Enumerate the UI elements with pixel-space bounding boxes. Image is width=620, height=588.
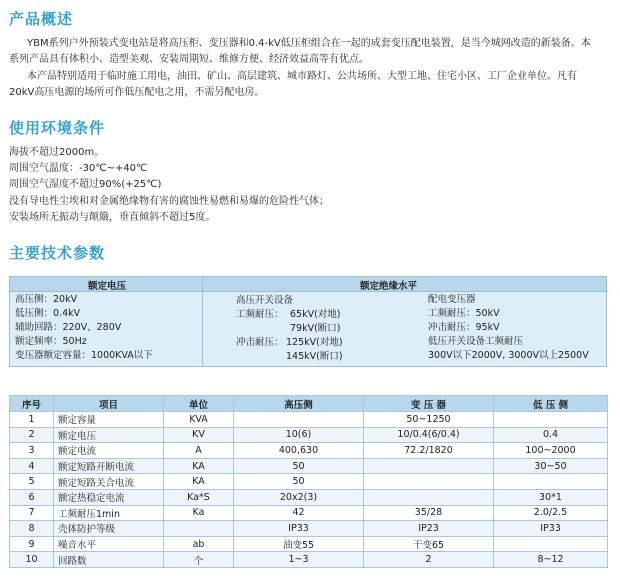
env-item: 安装场所无振动与颠簸，垂直倾斜不超过5度。: [9, 212, 216, 223]
table-row: [10, 443, 608, 459]
cell-lv: IP33: [494, 521, 608, 537]
cell-transformer: [364, 458, 494, 474]
rated-values-box: [9, 276, 607, 367]
env-item: 海拔不超过2000m。: [9, 147, 105, 158]
rated-hv: 高压侧：20kV: [15, 294, 78, 305]
env-item: 没有导电性尘埃和对金属绝缘物有害的腐蚀性易燃和易爆的危险性气体；: [9, 196, 329, 207]
rated-voltage-header: 额定电压: [88, 281, 127, 292]
cell-lv: 0.4: [494, 427, 608, 443]
hv-freq-label: 工频耐压：: [236, 309, 284, 320]
overview-para-1-line-2: 系列产品具有体积小、造型美观、安装周期短、维修方便、经济效益高等有优点。: [9, 54, 369, 65]
cell-transformer: IP23: [364, 521, 494, 537]
cell-hv: 50: [234, 458, 364, 474]
cell-index: 9: [10, 536, 54, 552]
table-row: [10, 458, 608, 474]
overview-para-1-line-1: YBM系列户外预装式变电站是将高压柜、变压器和0.4-kV低压柜组合在一起的成套变压配电装置，是当今城网改造的新装备。本: [27, 38, 591, 49]
env-item: 周围空气温度：-30℃~+40℃: [9, 163, 148, 174]
col-header-index: 序号: [10, 396, 54, 412]
overview-para-2-line-2: 20kV高压电源的场所可作低压配电之用，不需另配电房。: [9, 87, 265, 98]
spec-table: [9, 395, 608, 568]
cell-hv: IP33: [234, 521, 364, 537]
insulation-level-header: 额定绝缘水平: [360, 281, 418, 292]
cell-lv: 30*1: [494, 489, 608, 505]
table-row: [10, 489, 608, 505]
hv-impulse-break: 145kV(断口): [286, 351, 343, 362]
cell-index: 5: [10, 474, 54, 490]
cell-item: 噪音水平: [54, 536, 164, 552]
cell-item: 额定短路关合电流: [54, 474, 164, 490]
table-row: [10, 474, 608, 490]
table-row: [10, 521, 608, 537]
cell-index: 1: [10, 412, 54, 428]
cell-lv: 8~12: [494, 552, 608, 568]
cell-unit: KV: [164, 427, 234, 443]
hv-freq-break: 79kV(断口): [290, 323, 341, 334]
cell-hv: 42: [234, 505, 364, 521]
cell-item: 额定电压: [54, 427, 164, 443]
cell-item: 工频耐压1min: [54, 505, 164, 521]
cell-lv: 2.0/2.5: [494, 505, 608, 521]
rated-lv: 低压侧：0.4kV: [15, 308, 81, 319]
cell-index: 6: [10, 489, 54, 505]
cell-index: 2: [10, 427, 54, 443]
cell-unit: ab: [164, 536, 234, 552]
col-header-transformer: 变 压 器: [364, 396, 494, 412]
transformer-title: 配电变压器: [428, 294, 476, 305]
cell-item: 回路数: [54, 552, 164, 568]
transformer-impulse: 冲击耐压：95kV: [428, 322, 500, 333]
cell-unit: A: [164, 443, 234, 459]
lv-switchgear-title: 低压开关设备工频耐压: [428, 336, 524, 347]
table-row: [10, 536, 608, 552]
cell-index: 8: [10, 521, 54, 537]
environment-title: 使用环境条件: [9, 119, 106, 137]
hv-switchgear-title: 高压开关设备: [236, 295, 294, 306]
cell-index: 4: [10, 458, 54, 474]
rated-capacity: 变压器额定容量：1000KVA以下: [15, 350, 153, 361]
cell-item: 额定容量: [54, 412, 164, 428]
cell-unit: 个: [164, 552, 234, 568]
cell-lv: 100~2000: [494, 443, 608, 459]
col-header-lv: 低 压 侧: [494, 396, 608, 412]
cell-transformer: [364, 474, 494, 490]
cell-hv: [234, 412, 364, 428]
cell-item: 额定热稳定电流: [54, 489, 164, 505]
cell-lv: [494, 536, 608, 552]
cell-index: 3: [10, 443, 54, 459]
cell-hv: 1~3: [234, 552, 364, 568]
cell-transformer: 35/28: [364, 505, 494, 521]
cell-unit: KA: [164, 458, 234, 474]
table-row: [10, 427, 608, 443]
col-header-unit: 单位: [164, 396, 234, 412]
cell-unit: KVA: [164, 412, 234, 428]
env-item: 周围空气湿度不超过90%(+25℃): [9, 179, 162, 190]
cell-index: 7: [10, 505, 54, 521]
spec-table-header-row: [10, 396, 608, 412]
lv-switchgear-values: 300V以下2000V, 3000V以上2500V: [428, 350, 589, 361]
cell-item: 额定短路开断电流: [54, 458, 164, 474]
table-row: [10, 552, 608, 568]
overview-para-2-line-1: 本产品特别适用于临时施工用电，油田、矿山、高层建筑、城市路灯、公共场所、大型工地、住宅小区、工厂企业单位。凡有: [27, 71, 577, 82]
table-row: [10, 505, 608, 521]
overview-title: 产品概述: [9, 10, 74, 28]
col-header-hv: 高压侧: [234, 396, 364, 412]
cell-unit: Ka: [164, 505, 234, 521]
cell-lv: [494, 412, 608, 428]
cell-transformer: 10/0.4(6/0.4): [364, 427, 494, 443]
rated-aux: 辅助回路：220V、280V: [15, 322, 122, 333]
cell-hv: 油变55: [234, 536, 364, 552]
cell-hv: 400,630: [234, 443, 364, 459]
transformer-freq: 工频耐压：50kV: [428, 308, 500, 319]
cell-item: 额定电流: [54, 443, 164, 459]
cell-transformer: 50~1250: [364, 412, 494, 428]
cell-transformer: 72.2/1820: [364, 443, 494, 459]
cell-transformer: 2: [364, 552, 494, 568]
params-title: 主要技术参数: [9, 244, 106, 262]
cell-item: 壳体防护等级: [54, 521, 164, 537]
hv-freq-ground: 65kV(对地): [290, 309, 341, 320]
col-header-item: 项目: [54, 396, 164, 412]
table-row: [10, 412, 608, 428]
rated-box-divider: [202, 277, 203, 366]
cell-unit: [164, 521, 234, 537]
cell-lv: 30~50: [494, 458, 608, 474]
rated-frequency: 额定频率：50Hz: [15, 336, 87, 347]
cell-hv: 50: [234, 474, 364, 490]
cell-lv: [494, 474, 608, 490]
cell-transformer: 干变65: [364, 536, 494, 552]
cell-unit: KA: [164, 474, 234, 490]
hv-impulse-ground: 125kV(对地): [286, 337, 343, 348]
cell-transformer: [364, 489, 494, 505]
cell-unit: Ka*S: [164, 489, 234, 505]
cell-index: 10: [10, 552, 54, 568]
cell-hv: 10(6): [234, 427, 364, 443]
cell-hv: 20x2(3): [234, 489, 364, 505]
hv-impulse-label: 冲击耐压：: [236, 337, 284, 348]
